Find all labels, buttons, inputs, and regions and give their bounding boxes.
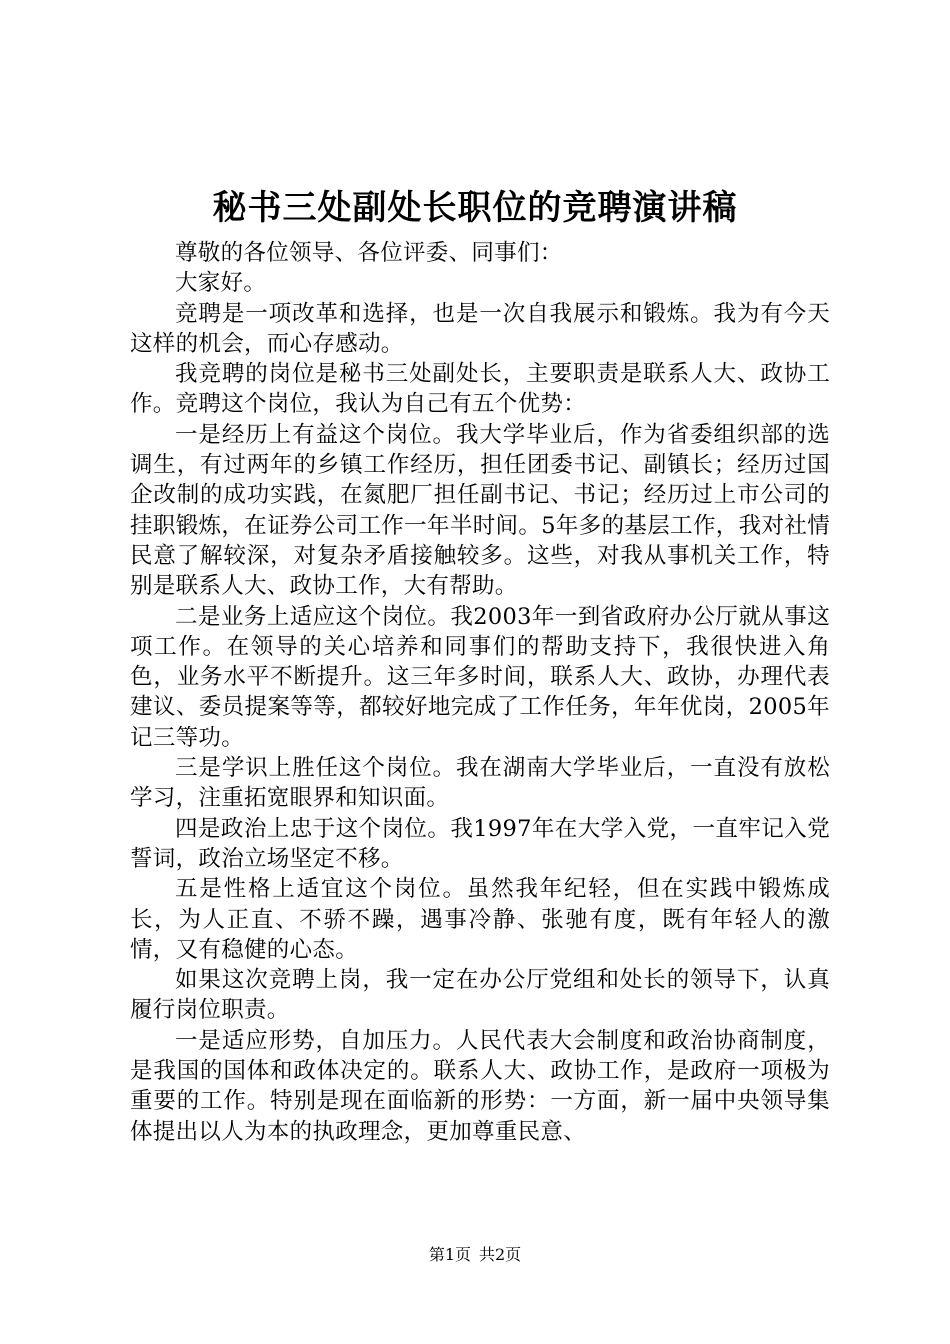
document-title: 秘书三处副处长职位的竞聘演讲稿 xyxy=(212,188,738,228)
paragraph-commitment: 如果这次竞聘上岗，我一定在办公厅党组和处长的领导下，认真履行岗位职责。 xyxy=(130,967,830,1024)
paragraph-advantage-1: 一是经历上有益这个岗位。我大学毕业后，作为省委组织部的选调生，有过两年的乡镇工作经历，担任团委书记、副镇长；经历过国企改制的成功实践，在氮肥厂担任副书记、书记；经历过上市公司的挂职锻炼，在证券公司工作一年半时间。5年多的基层工作，我对社情民意了解较深，对复杂矛盾接触较多。这些，对我从事机关工作，特别是联系人大、政协工作，大有帮助。 xyxy=(130,421,830,600)
paragraph-greeting: 大家好。 xyxy=(175,270,267,297)
paragraph-position: 我竞聘的岗位是秘书三处副处长，主要职责是联系人大、政协工作。竞聘这个岗位，我认为自己有五个优势： xyxy=(130,361,830,418)
page-total: 共2页 xyxy=(479,1245,522,1264)
page-footer xyxy=(0,1244,950,1266)
paragraph-salutation: 尊敬的各位领导、各位评委、同事们： xyxy=(175,240,563,266)
paragraph-advantage-3: 三是学识上胜任这个岗位。我在湖南大学毕业后，一直没有放松学习，注重拓宽眼界和知识面。 xyxy=(130,755,830,812)
paragraph-advantage-4: 四是政治上忠于这个岗位。我1997年在大学入党，一直牢记入党誓词，政治立场坚定不移。 xyxy=(130,815,830,872)
paragraph-advantage-5: 五是性格上适宜这个岗位。虽然我年纪轻，但在实践中锻炼成长，为人正直、不骄不躁，遇事冷静、张驰有度，既有年轻人的激情，又有稳健的心态。 xyxy=(130,876,830,963)
paragraph-intro: 竞聘是一项改革和选择，也是一次自我展示和锻炼。我为有今天这样的机会，而心存感动。 xyxy=(130,300,830,357)
document-body xyxy=(130,238,830,1147)
paragraph-plan-1: 一是适应形势，自加压力。人民代表大会制度和政治协商制度，是我国的国体和政体决定的。联系人大、政协工作，是政府一项极为重要的工作。特别是现在面临新的形势：一方面，新一届中央领导集体提出以人为本的执政理念，更加尊重民意、 xyxy=(130,1027,830,1145)
paragraph-advantage-2: 二是业务上适应这个岗位。我2003年一到省政府办公厅就从事这项工作。在领导的关心培养和同事们的帮助支持下，我很快进入角色，业务水平不断提升。这三年多时间，联系人大、政协，办理代表建议、委员提案等等，都较好地完成了工作任务，年年优岗，2005年记三等功。 xyxy=(130,603,830,751)
page-number: 第1页 xyxy=(428,1245,471,1264)
